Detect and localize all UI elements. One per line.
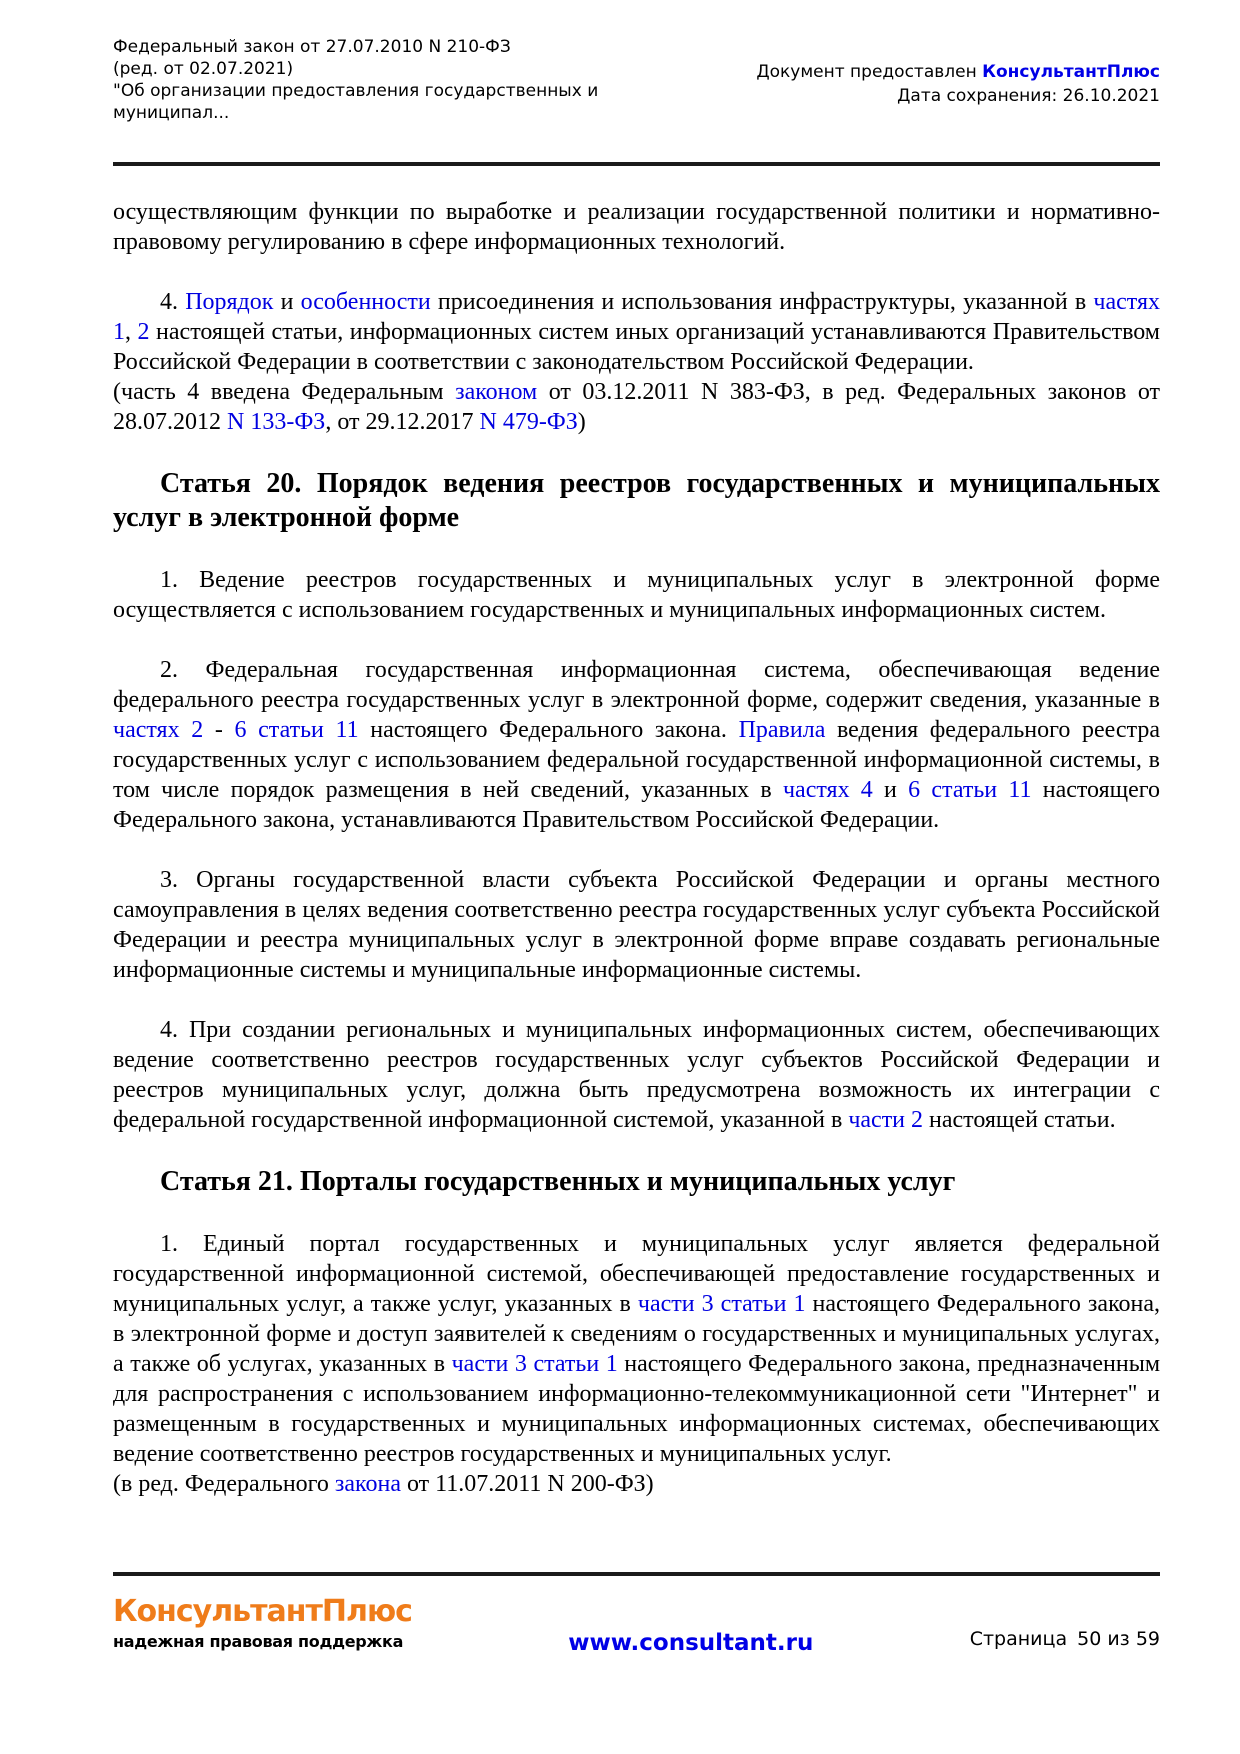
- paragraph: [113, 1015, 1160, 1135]
- doc-link[interactable]: частях 2: [113, 717, 204, 743]
- text-run: настоящего Федерального закона, в электронной форме и доступ заявителей к сведениям о государственных и муниципальных услугах, а также об услугах, указанных в: [113, 1291, 1161, 1377]
- text-run: присоединения и использования инфраструктуры, указанной в: [430, 289, 1094, 315]
- text-run: (часть 4 введена Федеральным: [113, 379, 456, 405]
- doc-link[interactable]: части 3 статьи 1: [451, 1351, 618, 1377]
- article-heading: [113, 1165, 1160, 1199]
- doc-link[interactable]: частях 4: [782, 777, 873, 803]
- text-run: 2. Федеральная государственная информационная система, обеспечивающая ведение федерального реестра государственных услуг в электронной форме, содержит сведения, указанные в: [113, 657, 1160, 713]
- footer-divider: [113, 1572, 1160, 1576]
- doc-link[interactable]: части 2: [848, 1107, 924, 1133]
- text-run: и: [273, 289, 301, 315]
- article-heading: [113, 467, 1160, 535]
- text-run: 3. Органы государственной власти субъекта Российской Федерации и органы местного самоуправления в целях ведения соответственно реестра государственных услуг субъекта Российской Федерации и реестра муниципальных услуг в электронной форме вправе создавать региональные информационные системы и муниципальные информационные системы.: [113, 867, 1160, 983]
- consultant-site-link[interactable]: www.consultant.ru: [568, 1630, 814, 1656]
- paragraph: [113, 1229, 1160, 1469]
- consultant-tagline: надежная правовая поддержка: [113, 1632, 404, 1651]
- text-run: осуществляющим функции по выработке и реализации государственной политики и нормативно-правовому регулированию в сфере информационных технологий.: [113, 199, 1160, 255]
- text-run: Статья 20. Порядок ведения реестров государственных и муниципальных услуг в электронной форме: [113, 468, 1160, 533]
- document-title-line: муниципал...: [113, 103, 230, 123]
- text-run: от 11.07.2011 N 200-ФЗ): [400, 1471, 654, 1497]
- consultant-logo: [113, 1596, 412, 1651]
- doc-link[interactable]: Порядок: [185, 289, 274, 315]
- document-title-line: "Об организации предоставления государственных и: [113, 81, 599, 101]
- text-run: настоящего Федерального закона, устанавливаются Правительством Российской Федерации.: [113, 777, 1161, 833]
- document-footer: [113, 1572, 1160, 1656]
- text-run: ,: [125, 319, 138, 345]
- provider-block: [756, 60, 1160, 108]
- paragraph: [113, 377, 1160, 437]
- text-run: ): [577, 409, 586, 435]
- brand-link[interactable]: КонсультантПлюс: [982, 62, 1160, 82]
- document-title-line: Федеральный закон от 27.07.2010 N 210-ФЗ: [113, 37, 511, 57]
- text-run: 4. При создании региональных и муниципальных информационных систем, обеспечивающих ведение соответственно реестров государственных услуг субъектов Российской Федерации и реестров муниципальных услуг, должна быть предусмотрена возможность их интеграции с федеральной государственной информационной системой, указанной в: [113, 1017, 1160, 1133]
- paragraph: [113, 865, 1160, 985]
- doc-link[interactable]: Правила: [738, 717, 826, 743]
- document-header: [113, 0, 1160, 124]
- document-body: [113, 197, 1160, 1499]
- paragraph: [113, 287, 1160, 377]
- text-run: (в ред. Федерального: [113, 1471, 335, 1497]
- paragraph: [113, 655, 1160, 835]
- page-number: [970, 1628, 1160, 1650]
- provider-line: [756, 60, 1160, 84]
- text-run: 4.: [160, 289, 186, 315]
- doc-link[interactable]: 6 статьи 11: [234, 717, 359, 743]
- text-run: , от 29.12.2017: [325, 409, 480, 435]
- doc-link[interactable]: 2: [137, 319, 150, 345]
- doc-link[interactable]: закона: [334, 1471, 401, 1497]
- consultant-logo-text: КонсультантПлюс: [113, 1594, 412, 1629]
- provider-prefix: Документ предоставлен: [756, 62, 977, 82]
- text-run: настоящей статьи.: [923, 1107, 1116, 1133]
- doc-link[interactable]: 6 статьи 11: [908, 777, 1032, 803]
- doc-link[interactable]: N 479-ФЗ: [479, 409, 578, 435]
- page-number-label: Страница: [969, 1628, 1068, 1650]
- page-number-value: 50 из 59: [1077, 1628, 1160, 1650]
- doc-link[interactable]: части 3 статьи 1: [637, 1291, 806, 1317]
- save-date: Дата сохранения: 26.10.2021: [897, 86, 1160, 106]
- doc-link[interactable]: частях 1: [113, 289, 1160, 345]
- paragraph: [113, 565, 1160, 625]
- text-run: 1. Единый портал государственных и муниципальных услуг является федеральной государственной информационной системой, обеспечивающей предоставление государственных и муниципальных услуг, а также услуг, указанных в: [113, 1231, 1160, 1317]
- paragraph: [113, 1469, 1160, 1499]
- header-divider: [113, 162, 1160, 166]
- text-run: 1. Ведение реестров государственных и муниципальных услуг в электронной форме осуществляется с использованием государственных и муниципальных информационных систем.: [113, 567, 1160, 623]
- paragraph: [113, 197, 1160, 257]
- text-run: -: [203, 717, 235, 743]
- text-run: настоящего Федерального закона.: [358, 717, 739, 743]
- text-run: ведения федерального реестра государственных услуг с использованием федеральной государственной информационной системы, в том числе порядок размещения в ней сведений, указанных в: [113, 717, 1160, 803]
- text-run: и: [872, 777, 909, 803]
- doc-link[interactable]: законом: [455, 379, 538, 405]
- document-title-line: (ред. от 02.07.2021): [113, 59, 294, 79]
- text-run: от 03.12.2011 N 383-ФЗ, в ред. Федеральных законов от 28.07.2012: [113, 379, 1160, 435]
- document-title-block: [113, 36, 598, 124]
- text-run: настоящего Федерального закона, предназначенным для распространения с использованием информационно-телекоммуникационной сети "Интернет" и размещенным в государственных и муниципальных информационных системах, обеспечивающих ведение соответственно реестров государственных и муниципальных услуг.: [113, 1351, 1161, 1467]
- doc-link[interactable]: особенности: [300, 289, 431, 315]
- text-run: настоящей статьи, информационных систем иных организаций устанавливаются Правительством Российской Федерации в соответствии с законодательством Российской Федерации.: [113, 319, 1160, 375]
- text-run: Статья 21. Порталы государственных и муниципальных услуг: [160, 1166, 956, 1197]
- doc-link[interactable]: N 133-ФЗ: [227, 409, 326, 435]
